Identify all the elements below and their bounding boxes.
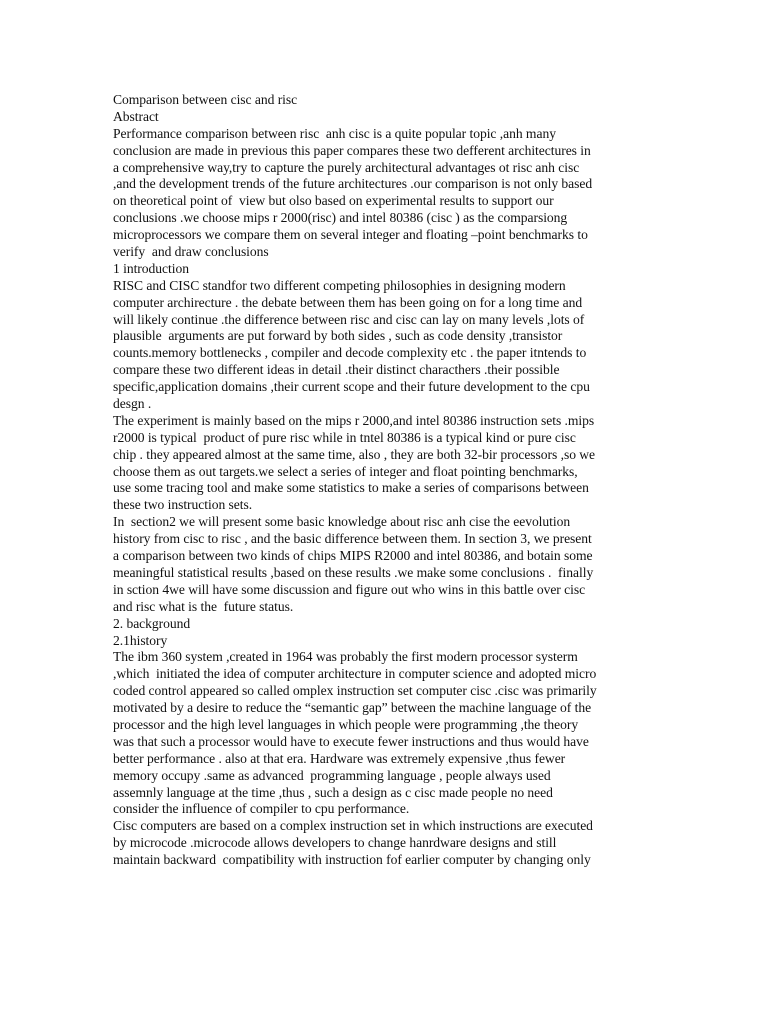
text-line: by microcode .microcode allows developers to change hanrdware designs and still xyxy=(113,835,557,851)
text-line: 1 introduction xyxy=(113,260,189,276)
text-line: ,and the development trends of the future architectures .our comparison is not only based xyxy=(113,176,593,192)
text-line: these two instruction sets. xyxy=(113,497,253,513)
text-line: choose them as out targets.we select a series of integer and float pointing benchmarks, xyxy=(113,463,578,479)
text-line: better performance . also at that era. Hardware was extremely expensive ,thus fewer xyxy=(113,750,566,766)
text-line: a comprehensive way,try to capture the purely architectural advantages ot risc anh cisc xyxy=(113,159,580,175)
text-line: conclusions .we choose mips r 2000(risc) and intel 80386 (cisc ) as the comparsiong xyxy=(113,210,568,226)
text-line: will likely continue .the difference between risc and cisc can lay on many levels ,lots of xyxy=(113,311,585,327)
text-line: motivated by a desire to reduce the “semantic gap” between the machine language of the xyxy=(113,700,592,716)
text-line: 2. background xyxy=(113,615,191,631)
text-line: computer archirecture . the debate between them has been going on for a long time and xyxy=(113,294,583,310)
text-line: maintain backward compatibility with instruction fof earlier computer by changing only xyxy=(113,852,591,868)
text-line: specific,application domains ,their current scope and their future development to the cpu xyxy=(113,379,590,395)
text-line: The ibm 360 system ,created in 1964 was probably the first modern processor systerm xyxy=(113,649,578,665)
document-body xyxy=(113,92,658,869)
text-line: plausible arguments are put forward by both sides , such as code density ,transistor xyxy=(113,328,563,344)
text-line: Cisc computers are based on a complex instruction set in which instructions are executed xyxy=(113,818,593,834)
text-line: a comparison between two kinds of chips MIPS R2000 and intel 80386, and botain some xyxy=(113,548,593,564)
text-line: was that such a processor would have to execute fewer instructions and thus would have xyxy=(113,733,589,749)
text-line: microprocessors we compare them on several integer and floating –point benchmarks to xyxy=(113,227,588,243)
text-line: conclusion are made in previous this paper compares these two defferent architectures in xyxy=(113,142,591,158)
text-line: memory occupy .same as advanced programming language , people always used xyxy=(113,767,551,783)
text-line: processor and the high level languages in which people were programming ,the theory xyxy=(113,716,579,732)
text-line: consider the influence of compiler to cpu performance. xyxy=(113,801,410,817)
text-line: r2000 is typical product of pure risc while in tntel 80386 is a typical kind or pure cisc xyxy=(113,429,576,445)
text-line: ,which initiated the idea of computer architecture in computer science and adopted micro xyxy=(113,666,597,682)
document-title: Comparison between cisc and risc xyxy=(113,92,298,107)
text-line: coded control appeared so called omplex instruction set computer cisc .cisc was primarily xyxy=(113,683,597,699)
text-line: compare these two different ideas in detail .their distinct characthers .their possible xyxy=(113,362,560,378)
text-line: meaningful statistical results ,based on these results .we make some conclusions . finally xyxy=(113,564,594,580)
text-line: in sction 4we will have some discussion and figure out who wins in this battle over cisc xyxy=(113,581,586,597)
text-line: verify and draw conclusions xyxy=(113,244,269,260)
text-line: desgn . xyxy=(113,396,152,412)
text-line: The experiment is mainly based on the mips r 2000,and intel 80386 instruction sets .mips xyxy=(113,412,595,428)
text-line: RISC and CISC standfor two different competing philosophies in designing modern xyxy=(113,277,566,293)
text-line: assemnly language at the time ,thus , such a design as c cisc made people no need xyxy=(113,784,553,800)
text-line: 2.1history xyxy=(113,632,168,648)
text-line: on theoretical point of view but olso based on experimental results to support our xyxy=(113,193,554,209)
text-line: In section2 we will present some basic knowledge about risc anh cise the eevolution xyxy=(113,514,571,530)
text-line: Abstract xyxy=(113,108,159,124)
text-line: chip . they appeared almost at the same time, also , they are both 32-bir processors ,so we xyxy=(113,446,596,462)
text-line: Performance comparison between risc anh cisc is a quite popular topic ,anh many xyxy=(113,125,556,141)
text-line: use some tracing tool and make some statistics to make a series of comparisons between xyxy=(113,480,589,496)
text-line: history from cisc to risc , and the basic difference between them. In section 3, we present xyxy=(113,531,592,547)
text-line: and risc what is the future status. xyxy=(113,598,294,614)
text-line: counts.memory bottlenecks , compiler and decode complexity etc . the paper itntends to xyxy=(113,345,587,361)
